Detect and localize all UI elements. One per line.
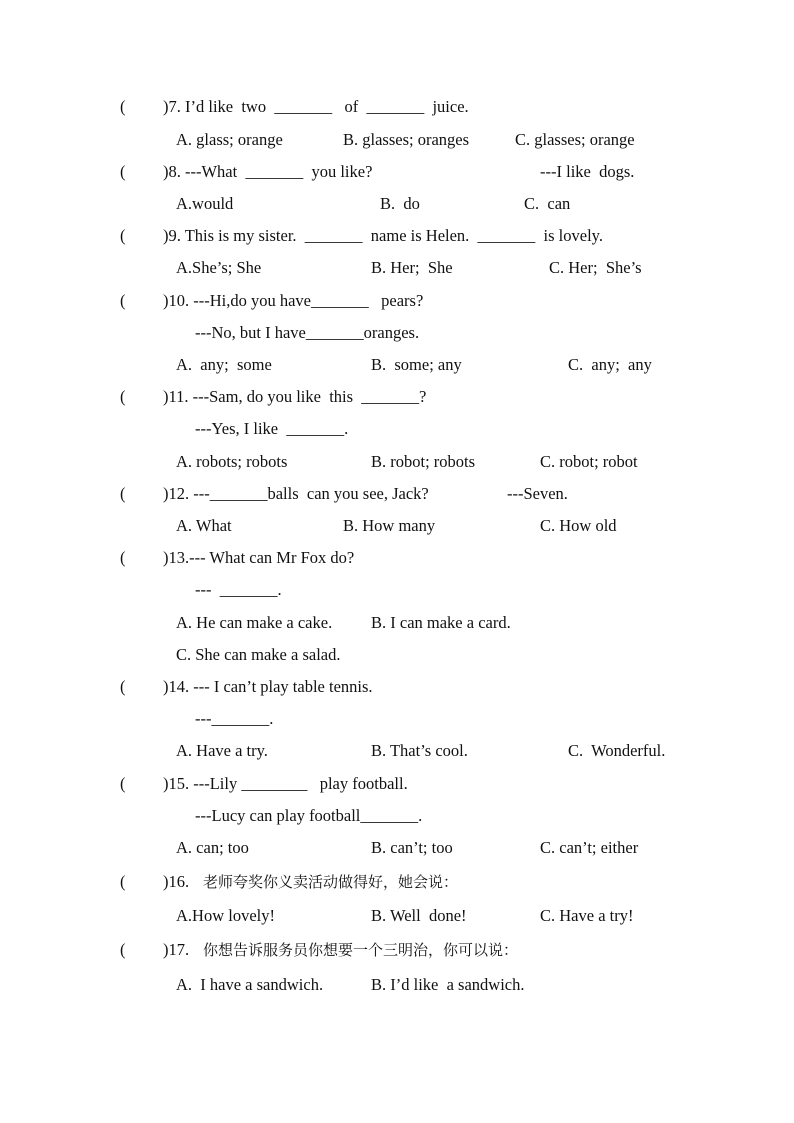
- option-b[interactable]: B. Her; She: [371, 258, 453, 277]
- option-b[interactable]: B. some; any: [371, 355, 462, 374]
- option-b[interactable]: B. I’d like a sandwich.: [371, 975, 525, 994]
- option-a[interactable]: A. I have a sandwich.: [176, 975, 324, 994]
- option-b[interactable]: B. glasses; oranges: [343, 130, 470, 149]
- question-stem: )7. I’d like two _______ of _______ juice.: [163, 97, 469, 116]
- option-b[interactable]: B. I can make a card.: [371, 613, 511, 632]
- option-a[interactable]: A. robots; robots: [176, 452, 288, 471]
- option-c[interactable]: C. How old: [540, 516, 617, 535]
- option-a[interactable]: A. can; too: [176, 838, 249, 857]
- question-stem: )14. --- I can’t play table tennis.: [163, 677, 373, 696]
- option-c[interactable]: C. robot; robot: [540, 452, 638, 471]
- answer-paren[interactable]: (: [120, 872, 126, 891]
- question-line-2: ---Yes, I like _______.: [195, 419, 349, 438]
- answer-paren[interactable]: (: [120, 291, 126, 310]
- answer-paren[interactable]: (: [120, 774, 126, 793]
- option-c[interactable]: C. Have a try!: [540, 906, 634, 925]
- option-a[interactable]: A. any; some: [176, 355, 272, 374]
- question-number: )17.: [163, 940, 190, 959]
- question-line-2: ---Lucy can play football_______.: [195, 806, 423, 825]
- question-line-2: --- _______.: [195, 580, 282, 599]
- answer-paren[interactable]: (: [120, 940, 126, 959]
- option-c[interactable]: C. can: [524, 194, 571, 213]
- question-stem: )11. ---Sam, do you like this _______?: [163, 387, 427, 406]
- question-line-2: ---No, but I have_______oranges.: [195, 323, 420, 342]
- answer-paren[interactable]: (: [120, 162, 126, 181]
- option-a[interactable]: A. What: [176, 516, 232, 535]
- question-stem: )13.--- What can Mr Fox do?: [163, 548, 355, 567]
- option-c[interactable]: C. Her; She’s: [549, 258, 642, 277]
- option-b[interactable]: B. Well done!: [371, 906, 467, 925]
- question-stem: )10. ---Hi,do you have_______ pears?: [163, 291, 424, 310]
- option-c[interactable]: C. any; any: [568, 355, 652, 374]
- option-a[interactable]: A.would: [176, 194, 234, 213]
- option-c[interactable]: C. can’t; either: [540, 838, 639, 857]
- question-line-2: ---_______.: [195, 709, 274, 728]
- option-b[interactable]: B. can’t; too: [371, 838, 453, 857]
- option-b[interactable]: B. do: [380, 194, 420, 213]
- answer-paren[interactable]: (: [120, 387, 126, 406]
- option-b[interactable]: B. How many: [343, 516, 436, 535]
- option-a[interactable]: A. Have a try.: [176, 741, 268, 760]
- option-a[interactable]: A.She’s; She: [176, 258, 262, 277]
- question-reply: ---Seven.: [507, 484, 568, 503]
- option-c[interactable]: C. glasses; orange: [515, 130, 635, 149]
- option-a[interactable]: A. glass; orange: [176, 130, 283, 149]
- question-number: )16.: [163, 872, 190, 891]
- option-b[interactable]: B. robot; robots: [371, 452, 476, 471]
- option-a[interactable]: A. He can make a cake.: [176, 613, 333, 632]
- question-reply: ---I like dogs.: [540, 162, 635, 181]
- question-stem: )15. ---Lily ________ play football.: [163, 774, 408, 793]
- answer-paren[interactable]: (: [120, 226, 126, 245]
- question-stem: )9. This is my sister. _______ name is Helen. _______ is lovely.: [163, 226, 603, 245]
- question-stem: )12. ---_______balls can you see, Jack?: [163, 484, 429, 503]
- question-stem: )8. ---What _______ you like?: [163, 162, 373, 181]
- answer-paren[interactable]: (: [120, 548, 126, 567]
- option-c[interactable]: C. Wonderful.: [568, 741, 666, 760]
- option-a[interactable]: A.How lovely!: [176, 906, 275, 925]
- option-b[interactable]: B. That’s cool.: [371, 741, 468, 760]
- answer-paren[interactable]: (: [120, 484, 126, 503]
- option-c[interactable]: C. She can make a salad.: [176, 645, 341, 664]
- question-stem-chinese: 老师夸奖你义卖活动做得好，她会说：: [203, 873, 459, 891]
- answer-paren[interactable]: (: [120, 97, 126, 116]
- answer-paren[interactable]: (: [120, 677, 126, 696]
- question-stem-chinese: 你想告诉服务员你想要一个三明治，你可以说：: [203, 941, 519, 959]
